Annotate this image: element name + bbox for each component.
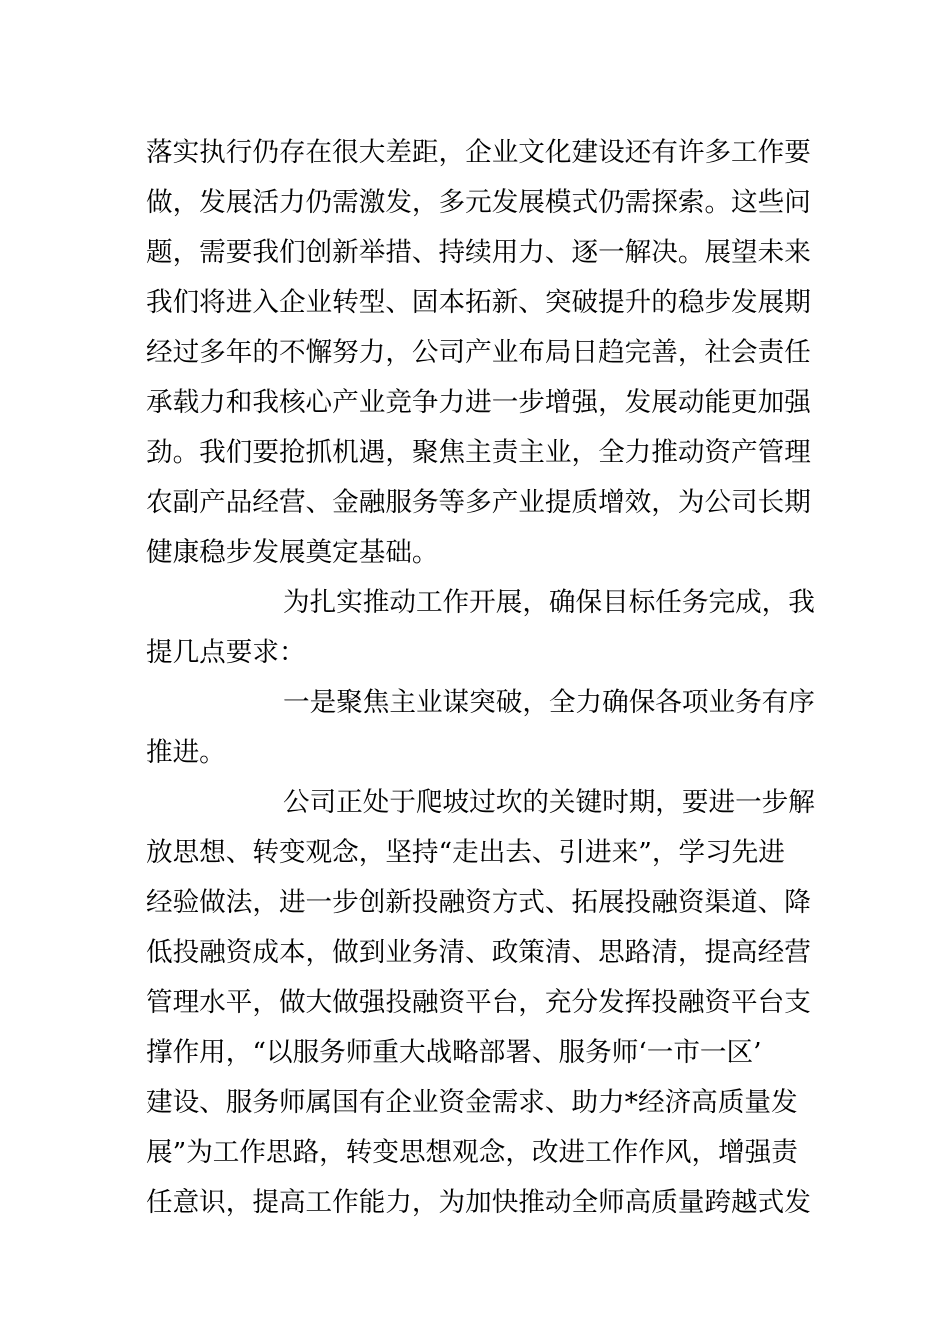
text-line: 管理水平，做大做强投融资平台，充分发挥投融资平台支 xyxy=(146,987,811,1018)
text-line: 承载力和我核心产业竞争力进一步增强，发展动能更加强 xyxy=(146,387,811,418)
text-line: 做，发展活力仍需激发，多元发展模式仍需探索。这些问 xyxy=(146,187,811,218)
text-line: 推进。 xyxy=(146,737,226,768)
text-line: 建设、服务师属国有企业资金需求、助力*经济高质量发 xyxy=(146,1087,798,1118)
text-line: 提几点要求： xyxy=(146,637,306,668)
text-line: 经过多年的不懈努力，公司产业布局日趋完善，社会责任 xyxy=(146,337,811,368)
text-line: 农副产品经营、金融服务等多产业提质增效，为公司长期 xyxy=(146,487,811,518)
text-line: 一是聚焦主业谋突破，全力确保各项业务有序 xyxy=(283,687,815,718)
text-line: 题，需要我们创新举措、持续用力、逐一解决。展望未来 xyxy=(146,237,811,268)
text-line: 低投融资成本，做到业务清、政策清、思路清，提高经营 xyxy=(146,937,811,968)
text-line: 健康稳步发展奠定基础。 xyxy=(146,537,439,568)
text-line: 展”为工作思路，转变思想观念，改进工作作风，增强责 xyxy=(146,1137,798,1168)
text-line: 经验做法，进一步创新投融资方式、拓展投融资渠道、降 xyxy=(146,887,811,918)
text-line: 劲。我们要抢抓机遇，聚焦主责主业，全力推动资产管理 xyxy=(146,437,811,468)
text-line: 落实执行仍存在很大差距，企业文化建设还有许多工作要 xyxy=(146,137,811,168)
text-line: 撑作用，“以服务师重大战略部署、服务师‘一市一区’ xyxy=(146,1037,762,1068)
text-line: 我们将进入企业转型、固本拓新、突破提升的稳步发展期 xyxy=(146,287,811,318)
text-line: 公司正处于爬坡过坎的关键时期，要进一步解 xyxy=(283,787,815,818)
text-line: 放思想、转变观念，坚持“走出去、引进来”，学习先进 xyxy=(146,837,785,868)
text-line: 任意识，提高工作能力，为加快推动全师高质量跨越式发 xyxy=(146,1187,811,1218)
text-line: 为扎实推动工作开展，确保目标任务完成，我 xyxy=(283,587,815,618)
